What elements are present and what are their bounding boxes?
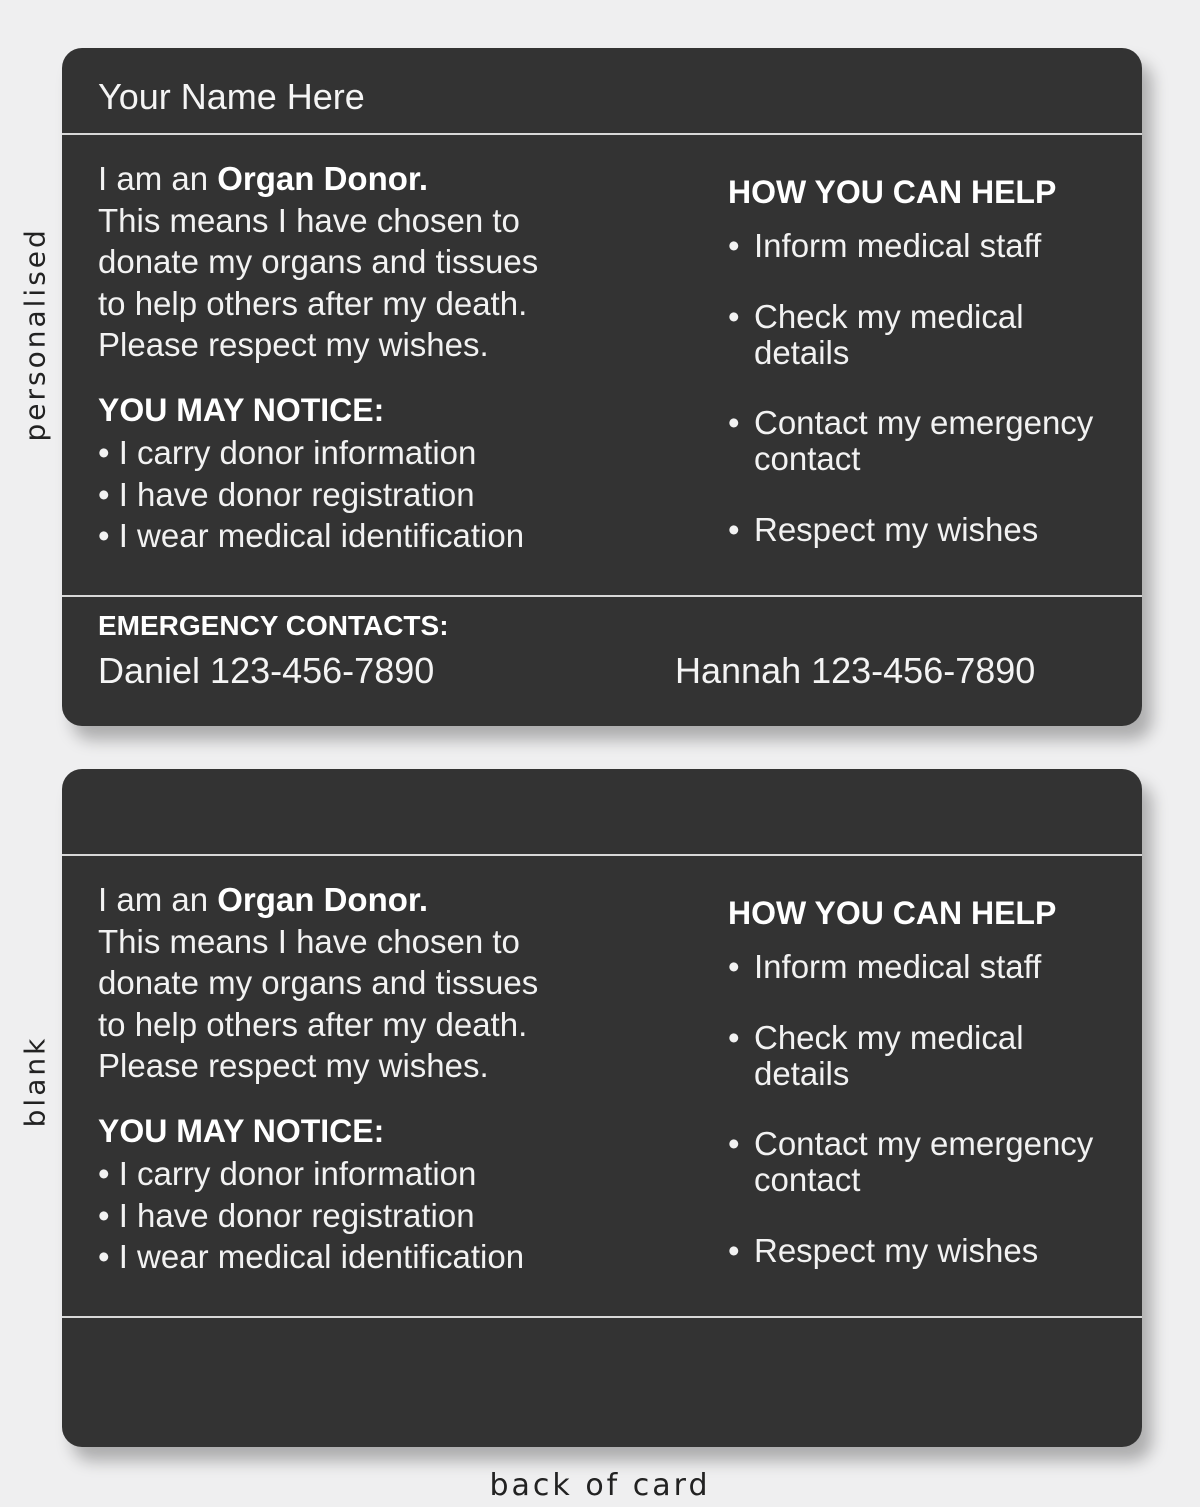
help-title: HOW YOU CAN HELP [728,895,1057,931]
help-item-text: Respect my wishes [754,1232,1039,1269]
help-item-text: Check my medical details [754,298,1024,371]
divider-top [62,854,1142,856]
label-personalised: personalised [18,227,52,442]
intro-line: Please respect my wishes. [98,1047,489,1084]
intro-line: This means I have chosen to [98,922,520,960]
emergency-contact-2: Hannah 123-456-7890 [675,650,1036,691]
notice-item: • I have donor registration [98,475,475,513]
emergency-contact-1: Daniel 123-456-7890 [98,650,435,691]
intro-line: to help others after my death. [98,284,528,322]
help-title: HOW YOU CAN HELP [728,174,1057,210]
help-item-text: Check my medical details [754,1019,1024,1092]
bullet: • [728,1125,740,1162]
intro-prefix: I am an [98,160,218,197]
intro-line: Please respect my wishes. [98,326,489,363]
help-item [728,1233,1118,1269]
intro-line: donate my organs and tissues [98,964,539,1001]
intro-line: to help others after my death. [98,1005,528,1043]
notice-title: YOU MAY NOTICE: [98,392,385,428]
divider-top [62,133,1142,135]
intro-first-line [98,158,658,200]
emergency-contacts-title: EMERGENCY CONTACTS: [98,610,449,641]
notice-title: YOU MAY NOTICE: [98,1113,385,1149]
bullet: • [728,948,740,985]
notice-item: • I wear medical identification [98,517,525,554]
help-item [728,1020,1118,1092]
label-blank: blank [18,1035,52,1128]
bullet: • [728,404,740,441]
bullet: • [728,511,740,548]
bullet: • [728,227,740,264]
divider-bottom [62,1316,1142,1318]
divider-bottom [62,595,1142,597]
notice-item: • I carry donor information [98,434,477,471]
help-item [728,512,1118,548]
intro-text [98,158,658,366]
notice-item: • I have donor registration [98,1196,475,1234]
help-item-text: Contact my emergency contact [754,1125,1094,1198]
notice-item: • I carry donor information [98,1155,477,1192]
help-item-text: Inform medical staff [754,227,1042,264]
help-item-text: Respect my wishes [754,511,1039,548]
bullet: • [728,1232,740,1269]
help-item [728,405,1118,477]
footer-label: back of card [489,1468,711,1503]
intro-text [98,879,658,1087]
help-item [728,949,1118,985]
notice-list [98,432,678,557]
notice-list [98,1153,678,1278]
bullet: • [728,298,740,335]
card-personalised [62,48,1142,726]
help-item [728,299,1118,371]
intro-line: donate my organs and tissues [98,243,539,280]
bullet: • [728,1019,740,1056]
intro-line: This means I have chosen to [98,201,520,239]
help-item [728,228,1118,264]
intro-prefix: I am an [98,881,218,918]
intro-bold: Organ Donor. [217,881,429,918]
help-item-text: Inform medical staff [754,948,1042,985]
card-holder-name: Your Name Here [98,76,365,117]
intro-bold: Organ Donor. [217,160,429,197]
card-blank [62,769,1142,1447]
notice-item: • I wear medical identification [98,1238,525,1275]
help-item [728,1126,1118,1198]
help-item-text: Contact my emergency contact [754,404,1094,477]
intro-first-line [98,879,658,921]
